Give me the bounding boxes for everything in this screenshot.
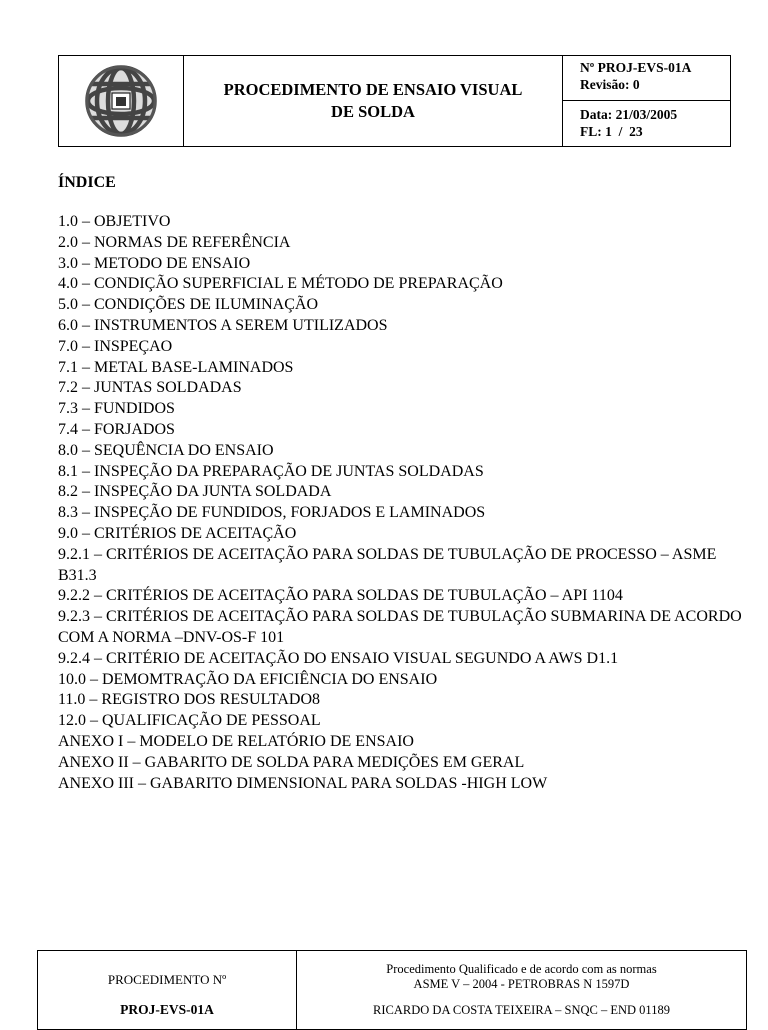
index-item: 8.3 – INSPEÇÃO DE FUNDIDOS, FORJADOS E LAMINADOS [58, 504, 486, 522]
index-item: 12.0 – QUALIFICAÇÃO DE PESSOAL [58, 712, 321, 730]
document-number: Nº PROJ-EVS-01A [580, 60, 692, 75]
index-item: 9.0 – CRITÉRIOS DE ACEITAÇÃO [58, 524, 297, 542]
date-sheet-block [563, 101, 730, 147]
title-line-1: PROCEDIMENTO DE ENSAIO VISUAL [223, 80, 523, 99]
index-item: 2.0 – NORMAS DE REFERÊNCIA [58, 233, 291, 251]
index-item: 7.0 – INSPEÇAO [58, 337, 173, 355]
index-item: 9.2.4 – CRITÉRIO DE ACEITAÇÃO DO ENSAIO VISUAL SEGUNDO A AWS D1.1 [58, 649, 619, 667]
title-line-2: DE SOLDA [331, 102, 415, 121]
index-item: 1.0 – OBJETIVO [58, 213, 171, 230]
procedure-number-cell [38, 951, 297, 1029]
index-item: 6.0 – INSTRUMENTOS A SEREM UTILIZADOS [58, 316, 388, 334]
document-header-table [58, 55, 731, 147]
revision: Revisão: 0 [580, 77, 640, 92]
index-item: ANEXO I – MODELO DE RELATÓRIO DE ENSAIO [58, 732, 414, 750]
logo-cell [59, 56, 184, 146]
document-title [184, 56, 563, 146]
document-date: Data: 21/03/2005 [580, 106, 678, 122]
qualification-cell [297, 951, 746, 1029]
index-list [58, 212, 758, 794]
procedure-label: PROCEDIMENTO Nº [107, 972, 227, 987]
index-item: ANEXO III – GABARITO DIMENSIONAL PARA SOLDAS -HIGH LOW [58, 774, 548, 792]
index-item: 7.3 – FUNDIDOS [58, 400, 175, 418]
index-item: 9.2.3 – CRITÉRIOS DE ACEITAÇÃO PARA SOLDAS DE TUBULAÇÃO SUBMARINA DE ACORDO COM A NORMA –DNV-OS-F 101 [58, 608, 742, 646]
responsible-inspector: RICARDO DA COSTA TEIXEIRA – SNQC – END 01189 [373, 1003, 670, 1017]
index-item: ANEXO II – GABARITO DE SOLDA PARA MEDIÇÕES EM GERAL [58, 753, 525, 771]
document-number-block [563, 56, 730, 101]
index-item: 7.4 – FORJADOS [58, 420, 175, 438]
procedure-code: PROJ-EVS-01A [120, 1002, 214, 1017]
index-title: ÍNDICE [58, 174, 116, 191]
index-item: 11.0 – REGISTRO DOS RESULTADO8 [58, 691, 320, 709]
index-item: 5.0 – CONDIÇÕES DE ILUMINAÇÃO [58, 296, 318, 314]
index-item: 8.2 – INSPEÇÃO DA JUNTA SOLDADA [58, 483, 332, 501]
index-item: 3.0 – METODO DE ENSAIO [58, 254, 251, 272]
document-info [563, 56, 730, 146]
sheet-number: FL: 1 / 23 [580, 123, 643, 139]
index-item: 7.2 – JUNTAS SOLDADAS [58, 379, 242, 397]
globe-logo-icon [83, 63, 159, 139]
qualification-standards: ASME V – 2004 - PETROBRAS N 1597D [413, 977, 630, 991]
document-footer-table [37, 950, 747, 1030]
index-item: 8.0 – SEQUÊNCIA DO ENSAIO [58, 441, 274, 459]
index-item: 7.1 – METAL BASE-LAMINADOS [58, 358, 294, 376]
index-item: 9.2.1 – CRITÉRIOS DE ACEITAÇÃO PARA SOLDAS DE TUBULAÇÃO DE PROCESSO – ASME B31.3 [58, 545, 717, 584]
qualification-text: Procedimento Qualificado e de acordo com as normas [386, 962, 657, 976]
index-item: 4.0 – CONDIÇÃO SUPERFICIAL E MÉTODO DE PREPARAÇÃO [58, 275, 503, 293]
index-item: 9.2.2 – CRITÉRIOS DE ACEITAÇÃO PARA SOLDAS DE TUBULAÇÃO – API 1104 [58, 587, 623, 605]
index-item: 8.1 – INSPEÇÃO DA PREPARAÇÃO DE JUNTAS SOLDADAS [58, 462, 484, 480]
index-item: 10.0 – DEMOMTRAÇÃO DA EFICIÊNCIA DO ENSAIO [58, 670, 438, 688]
